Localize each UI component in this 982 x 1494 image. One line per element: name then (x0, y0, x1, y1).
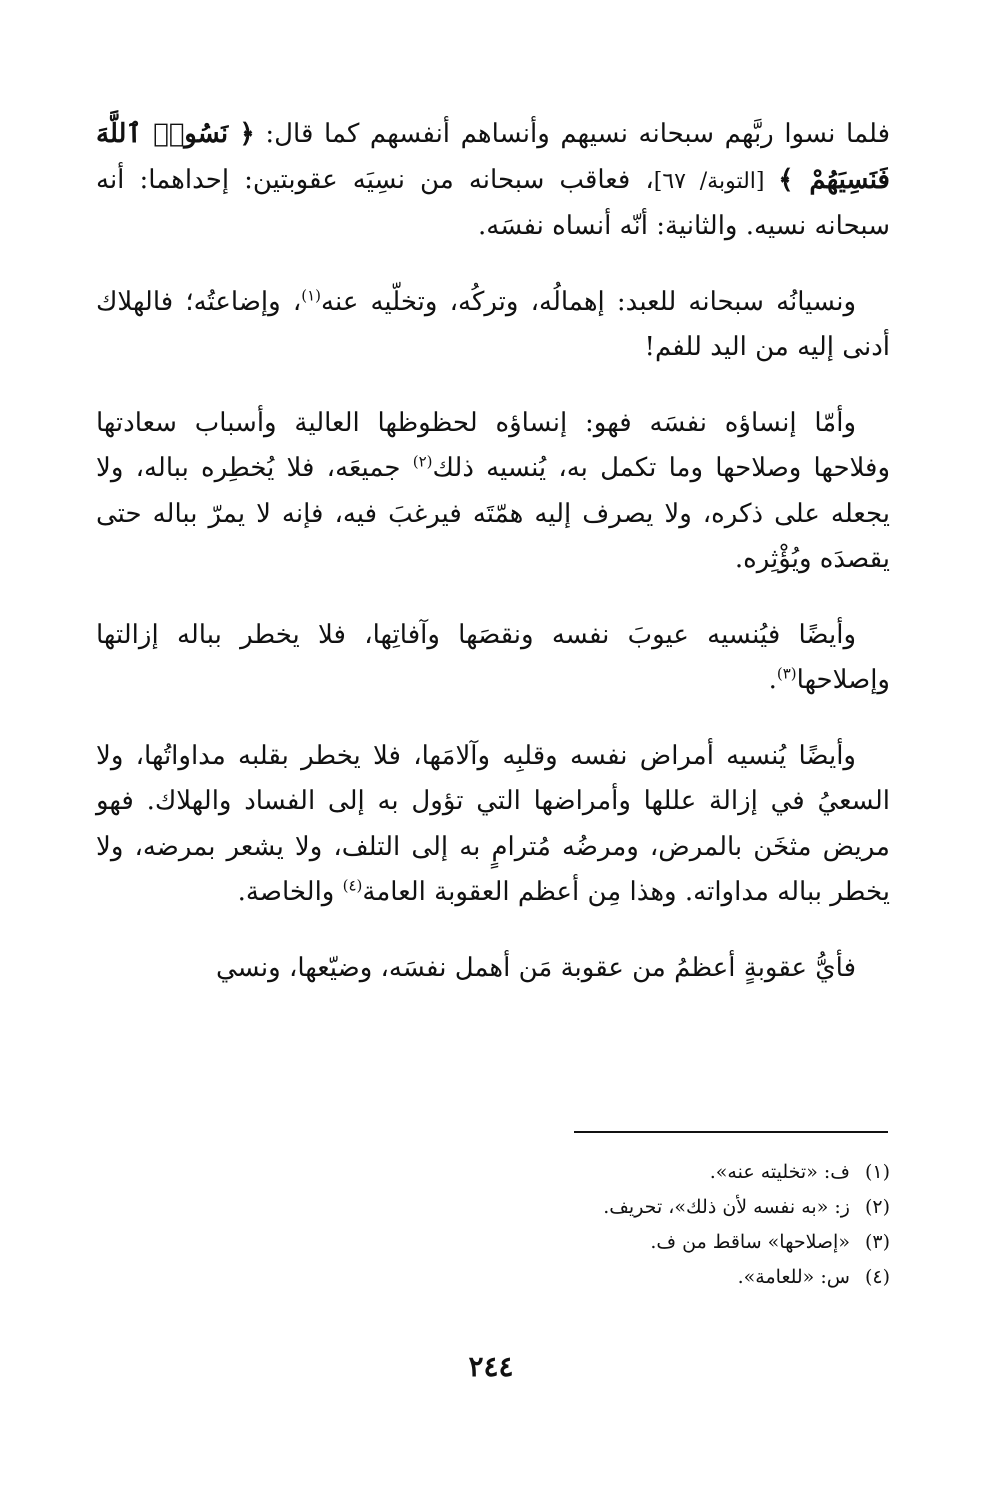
paragraph-text: وأمّا إنساؤه نفسَه فهو: إنساؤه لحظوظها العالية وأسباب سعادتها وفلاحها وصلاحها وما تكمل به، يُنسيه ذلك (96, 407, 891, 483)
footnote-text: س: «للعامة». (737, 1266, 850, 1288)
footnote-marker: (٤) (342, 876, 363, 895)
footnote-marker: (٣) (776, 664, 797, 683)
footnote (96, 1155, 890, 1190)
main-text (96, 112, 890, 991)
footnote-text: ز: «به نفسه لأن ذلك»، تحريف. (603, 1196, 850, 1218)
paragraph-text: ، فعاقب سبحانه من نسِيَه عقوبتين: إحداهما: أنه سبحانه نسيه. والثانية: أنّه أنساه نفسَه. (96, 164, 890, 241)
footnote-number: (٢) (864, 1196, 890, 1218)
paragraph-text: فلما نسوا ربَّهم سبحانه نسيهم وأنساهم أنفسهم كما قال: (254, 119, 891, 149)
paragraph-text: ونسيانُه سبحانه للعبد: إهمالُه، وتركُه، وتخلّيه عنه (321, 286, 856, 317)
paragraph-text: جميعَه، فلا يُخطِره بباله، ولا يجعله على ذكره، ولا يصرف إليه همّتَه فيرغبَ فيه، فإنه لا يمرّ بباله حتى يقصدَه ويُؤْثِره. (96, 453, 890, 574)
paragraph-text: وأيضًا فيُنسيه عيوبَ نفسه ونقصَها وآفاتِها، فلا يخطر بباله إزالتها وإصلاحها (96, 619, 890, 695)
footnote-number: (١) (864, 1161, 890, 1183)
footnote-number: (٤) (864, 1266, 890, 1288)
paragraph-text: والخاصة. (237, 877, 343, 907)
footnote (96, 1260, 890, 1295)
paragraph (96, 112, 890, 250)
footnote-marker: (٢) (412, 452, 433, 471)
paragraph (96, 946, 890, 992)
footnote-divider (574, 1131, 888, 1133)
footnote (96, 1225, 890, 1260)
footnote-marker: (١) (301, 285, 322, 304)
paragraph (96, 734, 890, 916)
paragraph (96, 280, 890, 371)
footnotes (96, 1155, 890, 1295)
footnote-text: ف: «تخليته عنه». (709, 1161, 850, 1183)
paragraph-text: وأيضًا يُنسيه أمراض نفسه وقلبِه وآلامَها، فلا يخطر بقلبه مداواتُها، ولا السعيُ في إزالة عللها وأمراضها التي تؤول به إلى الفساد والهلاك. فهو مريض مثخَن بالمرض، ومرضُه مُترامٍ به إلى التلف، ولا يشعر بمرضه، ولا يخطر بباله مداواته. وهذا مِن أعظم العقوبة العامة (96, 740, 890, 907)
footnote (96, 1190, 890, 1225)
paragraph (96, 613, 890, 704)
footnote-text: «إصلاحها» ساقط من ف. (650, 1231, 850, 1253)
paragraph-text: ، وإضاعتُه؛ فالهلاك أدنى إليه من اليد للفم! (96, 286, 890, 362)
verse-reference: [التوبة/ ٦٧] (653, 168, 779, 194)
footnote-number: (٣) (864, 1231, 890, 1253)
page-number: ٢٤٤ (468, 1350, 514, 1383)
paragraph (96, 401, 890, 583)
paragraph-text: . (768, 665, 777, 695)
paragraph-text: فأيُّ عقوبةٍ أعظمُ من عقوبة مَن أهمل نفسَه، وضيّعها، ونسي (216, 952, 856, 983)
quran-verse: ﴿ نَسُوا۟ ٱللَّهَ فَنَسِيَهُمْ ﴾ (96, 119, 890, 195)
